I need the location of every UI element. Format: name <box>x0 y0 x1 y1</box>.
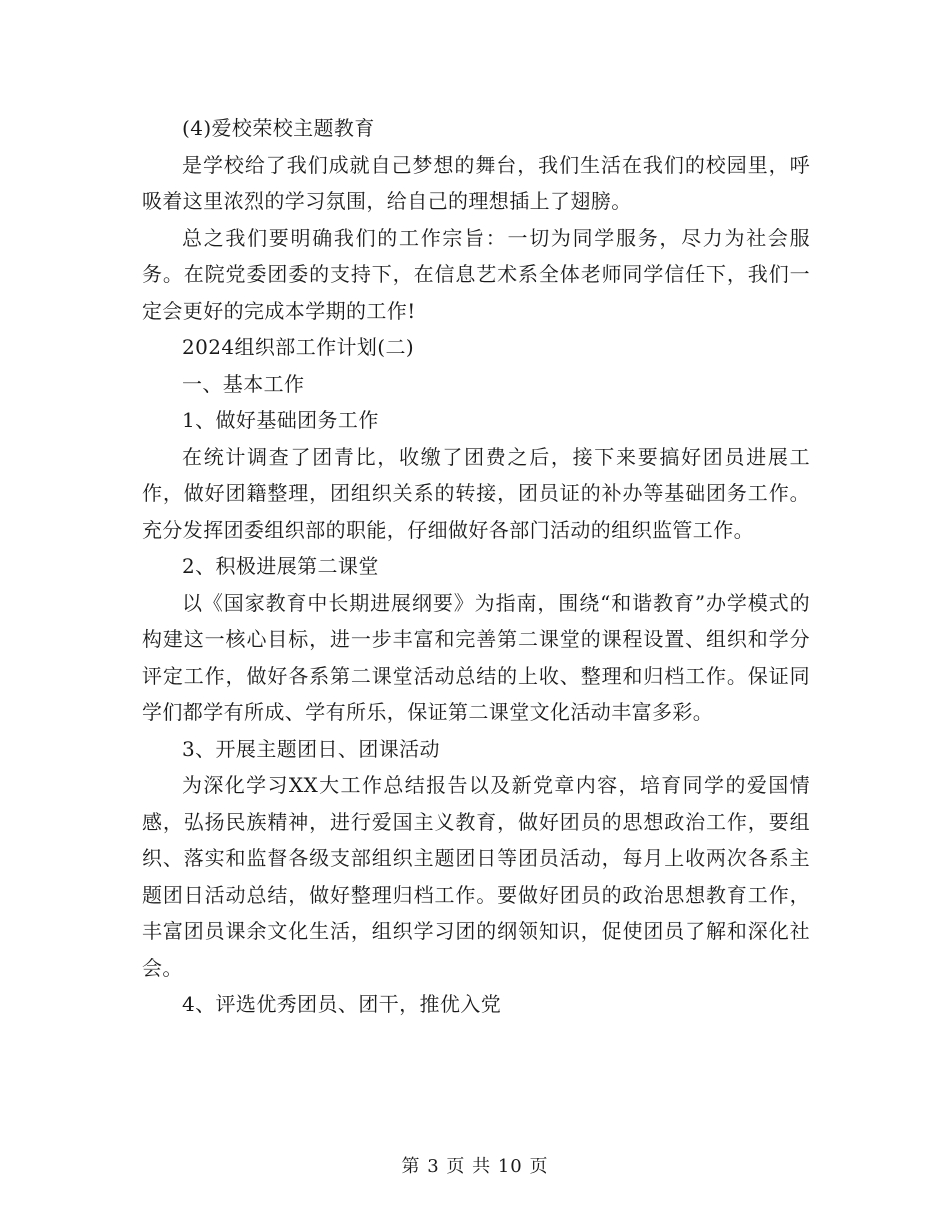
subsection-heading: 1、做好基础团务工作 <box>182 408 379 432</box>
body-paragraph: 在统计调查了团青比，收缴了团费之后，接下来要搞好团员进展工作，做好团籍整理，团组织关系的转接，团员证的补办等基础团务工作。充分发挥团委组织部的职能，仔细做好各部门活动的组织监管工作。 <box>142 444 810 542</box>
document-body <box>142 110 810 1023</box>
page-number-footer: 第 3 页 共 10 页 <box>401 1156 549 1177</box>
subsection-heading: 4、评选优秀团员、团干，推优入党 <box>182 992 502 1016</box>
subsection-heading: 2、积极进展第二课堂 <box>182 554 379 578</box>
subsection-heading: 3、开展主题团日、团课活动 <box>182 736 440 761</box>
section-heading: (4)爱校荣校主题教育 <box>182 116 375 140</box>
body-paragraph: 总之我们要明确我们的工作宗旨：一切为同学服务，尽力为社会服务。在院党委团委的支持下，在信息艺术系全体老师同学信任下，我们一定会更好的完成本学期的工作! <box>142 225 810 323</box>
document-title: 2024组织部工作计划(二) <box>182 335 415 359</box>
body-paragraph: 为深化学习XX大工作总结报告以及新党章内容，培育同学的爱国情感，弘扬民族精神，进行爱国主义教育，做好团员的思想政治工作，要组织、落实和监督各级支部组织主题团日等团员活动，每月上收两次各系主题团日活动总结，做好整理归档工作。要做好团员的政治思想教育工作，丰富团员课余文化生活，组织学习团的纲领知识，促使团员了解和深化社会。 <box>142 773 810 980</box>
body-paragraph: 是学校给了我们成就自己梦想的舞台，我们生活在我们的校园里，呼吸着这里浓烈的学习氛围，给自己的理想插上了翅膀。 <box>142 152 810 213</box>
section-heading: 一、基本工作 <box>182 371 305 396</box>
body-paragraph: 以《国家教育中长期进展纲要》为指南，围绕“和谐教育”办学模式的构建这一核心目标，进一步丰富和完善第二课堂的课程设置、组织和学分评定工作，做好各系第二课堂活动总结的上收、整理和归档工作。保证同学们都学有所成、学有所乐，保证第二课堂文化活动丰富多彩。 <box>142 590 810 724</box>
